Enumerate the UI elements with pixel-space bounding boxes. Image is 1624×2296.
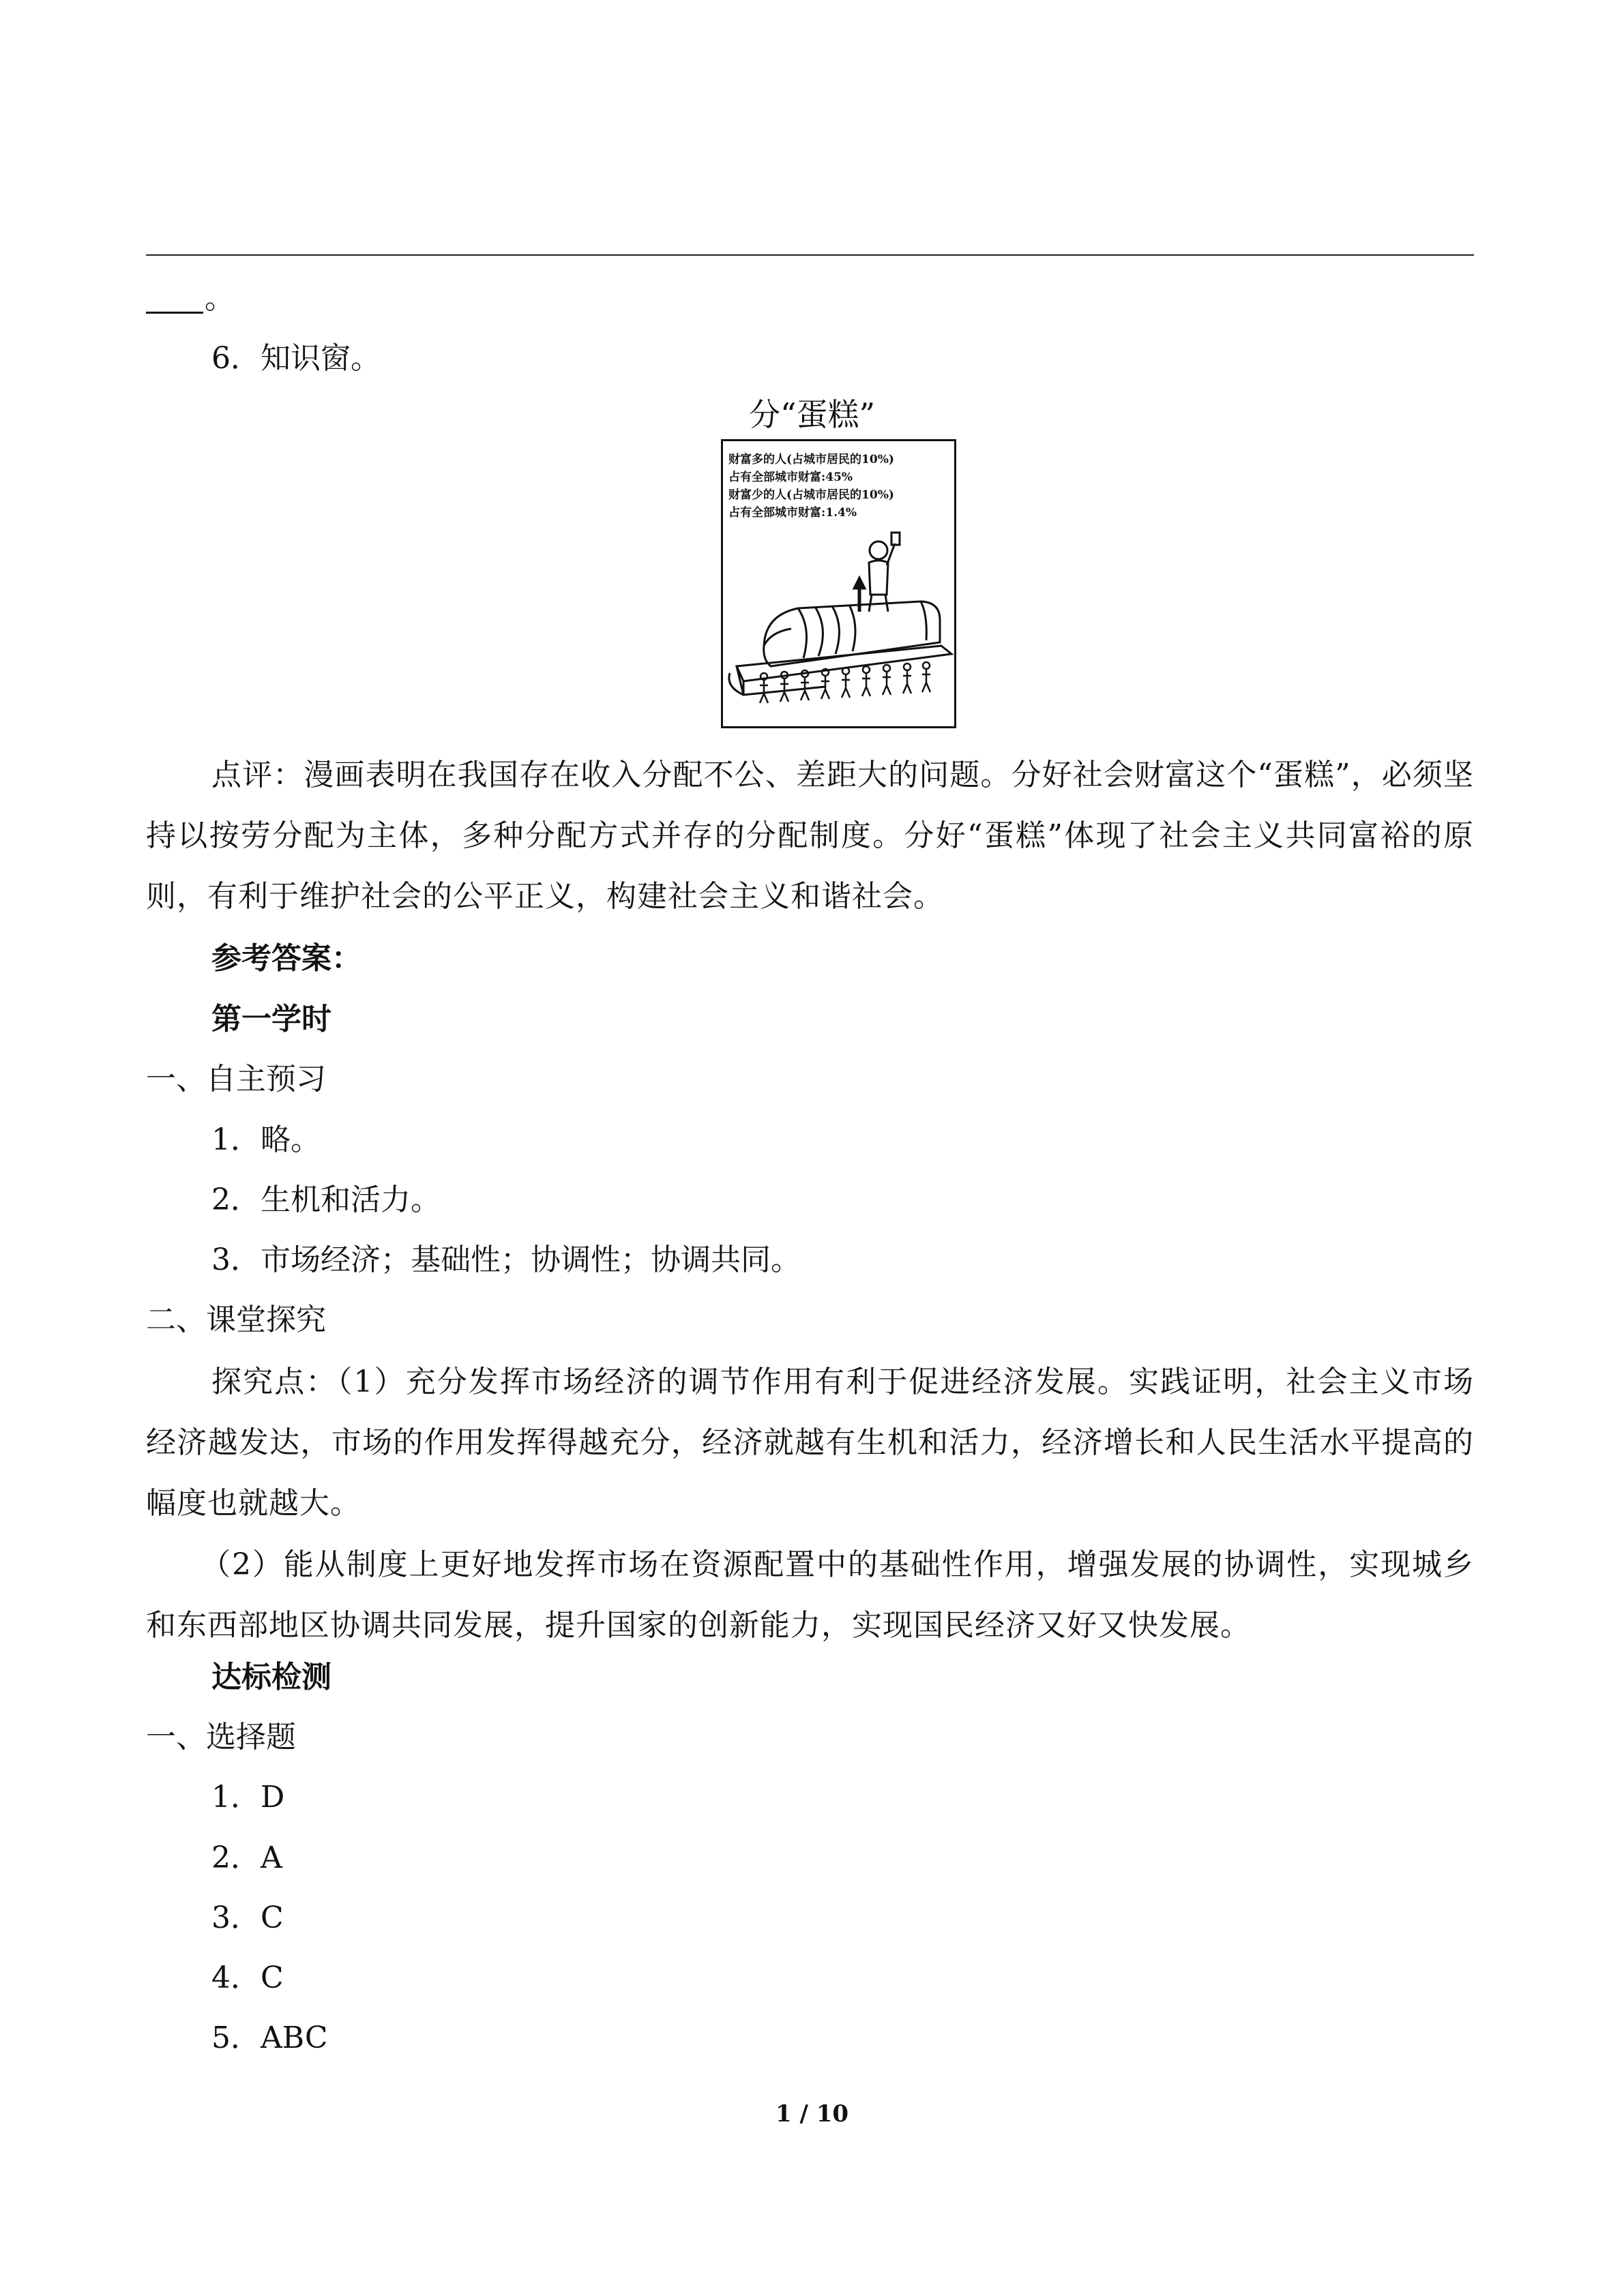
section-heading-preview: 一、自主预习 bbox=[146, 1062, 326, 1097]
comment-paragraph: 点评：漫画表明在我国存在收入分配不公、差距大的问题。分好社会财富这个“蛋糕”，必须坚持以按劳分配为主体，多种分配方式并存的分配制度。分好“蛋糕”体现了社会主义共同富裕的原则，有利于维护社会的公平正义，构建社会主义和谐社会。 bbox=[146, 758, 1475, 914]
lesson-heading: 第一学时 bbox=[211, 1002, 331, 1037]
cartoon-caption-4: 占有全部城市财富:1.4% bbox=[728, 506, 857, 520]
cartoon-image bbox=[721, 439, 956, 728]
fill-blank bbox=[146, 284, 203, 314]
inquiry-paragraph-2: （2）能从制度上更好地发挥市场在资源配置中的基础性作用，增强发展的协调性，实现城乡和东西部地区协调共同发展，提升国家的创新能力，实现国民经济又好又快发展。 bbox=[146, 1547, 1474, 1643]
item-6-heading: 6．知识窗。 bbox=[211, 341, 381, 376]
choice-item-3: 3．C bbox=[211, 1900, 284, 1935]
answers-heading: 参考答案： bbox=[211, 941, 361, 976]
cake-drawing bbox=[723, 441, 954, 726]
choice-item-4: 4．C bbox=[211, 1960, 284, 1995]
check-heading: 达标检测 bbox=[211, 1660, 331, 1695]
section-heading-choice: 一、选择题 bbox=[146, 1720, 296, 1755]
blank-line-end: 。 bbox=[146, 278, 235, 319]
preview-item-2: 2．生机和活力。 bbox=[211, 1182, 441, 1217]
cartoon-caption-3: 财富少的人(占城市居民的10%) bbox=[728, 488, 894, 502]
choice-item-5: 5．ABC bbox=[211, 2021, 328, 2055]
answer-line bbox=[146, 254, 1474, 256]
choice-item-2: 2．A bbox=[211, 1840, 282, 1875]
cartoon-caption-1: 财富多的人(占城市居民的10%) bbox=[728, 453, 894, 466]
section-heading-inquiry: 二、课堂探究 bbox=[146, 1302, 326, 1337]
cartoon-caption-2: 占有全部城市财富:45% bbox=[728, 471, 853, 484]
cartoon-title: 分“蛋糕” bbox=[748, 396, 876, 433]
preview-item-1: 1．略。 bbox=[211, 1122, 321, 1157]
preview-item-3: 3．市场经济；基础性；协调性；协调共同。 bbox=[211, 1242, 801, 1277]
choice-item-1: 1．D bbox=[211, 1780, 285, 1815]
page-number: 1 / 10 bbox=[775, 2100, 849, 2128]
inquiry-paragraph-1: 探究点：（1）充分发挥市场经济的调节作用有利于促进经济发展。实践证明，社会主义市场经济越发达，市场的作用发挥得越充分，经济就越有生机和活力，经济增长和人民生活水平提高的幅度也就越大。 bbox=[146, 1365, 1474, 1521]
